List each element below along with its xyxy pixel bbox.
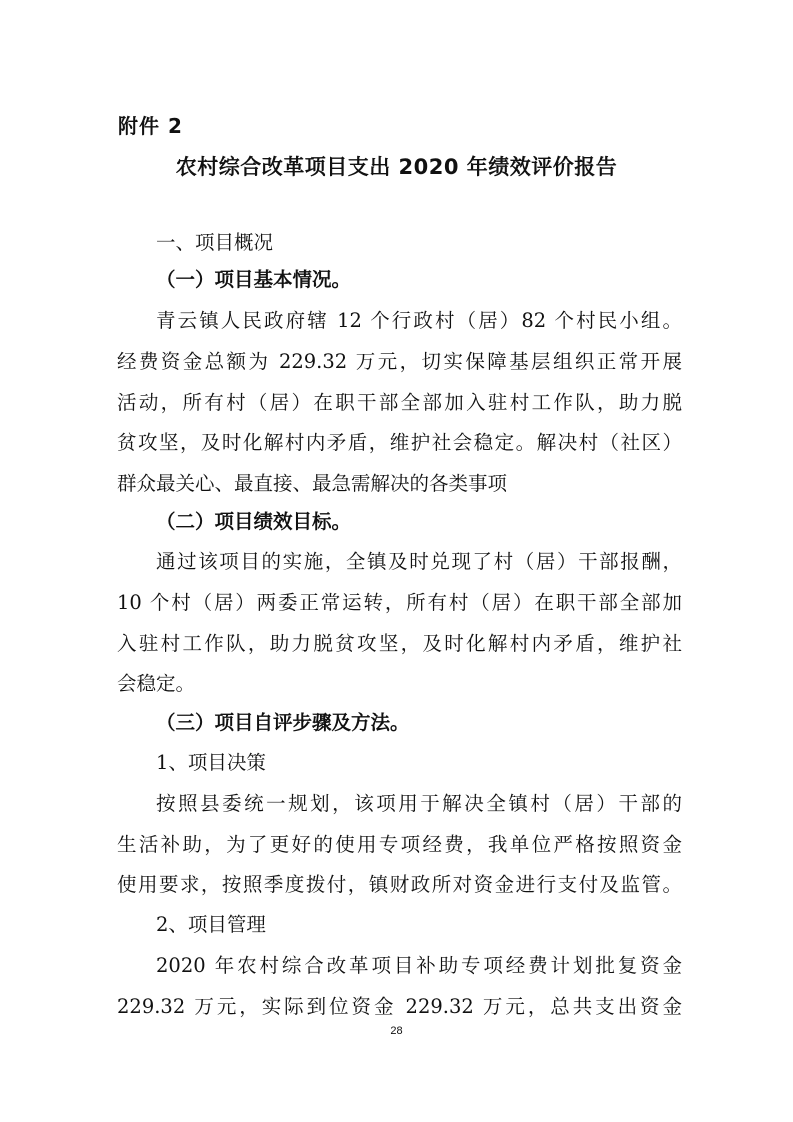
- attachment-label: 附件 2: [118, 114, 183, 138]
- paragraph-line: 活动，所有村（居）在职干部全部加入驻村工作队，助力脱: [117, 391, 682, 414]
- paragraph-line: 贫攻坚，及时化解村内矛盾，维护社会稳定。解决村（社区）: [117, 431, 682, 454]
- paragraph-line: 经费资金总额为 229.32 万元，切实保障基层组织正常开展: [117, 350, 682, 373]
- paragraph-line: 群众最关心、最直接、最急需解决的各类事项: [117, 472, 508, 495]
- paragraph-line: 229.32 万元，实际到位资金 229.32 万元，总共支出资金: [117, 995, 682, 1018]
- item-heading-management: 2、项目管理: [156, 913, 266, 936]
- page-title: 农村综合改革项目支出 2020 年绩效评价报告: [175, 155, 618, 179]
- paragraph-line: 通过该项目的实施，全镇及时兑现了村（居）干部报酬，: [156, 550, 682, 573]
- page-number: 28: [390, 1025, 403, 1037]
- paragraph-line: 入驻村工作队，助力脱贫攻坚，及时化解村内矛盾，维护社: [117, 632, 682, 655]
- paragraph-line: 按照县委统一规划，该项用于解决全镇村（居）干部的: [156, 792, 682, 815]
- paragraph-line: 使用要求，按照季度拨付，镇财政所对资金进行支付及监管。: [117, 873, 682, 896]
- paragraph-line: 青云镇人民政府辖 12 个行政村（居）82 个村民小组。: [156, 309, 682, 332]
- paragraph-line: 10 个村（居）两委正常运转，所有村（居）在职干部全部加: [117, 591, 682, 614]
- section-heading-overview: 一、项目概况: [156, 231, 274, 254]
- item-heading-decision: 1、项目决策: [156, 751, 266, 774]
- paragraph-line: 会稳定。: [117, 672, 196, 695]
- paragraph-line: 生活补助，为了更好的使用专项经费，我单位严格按照资金: [117, 833, 682, 856]
- paragraph-line: 2020 年农村综合改革项目补助专项经费计划批复资金: [156, 954, 682, 977]
- subsection-heading-basic-info: （一）项目基本情况。: [156, 268, 352, 291]
- subsection-heading-performance-goals: （二）项目绩效目标。: [156, 510, 352, 533]
- subsection-heading-self-evaluation: （三）项目自评步骤及方法。: [156, 711, 410, 734]
